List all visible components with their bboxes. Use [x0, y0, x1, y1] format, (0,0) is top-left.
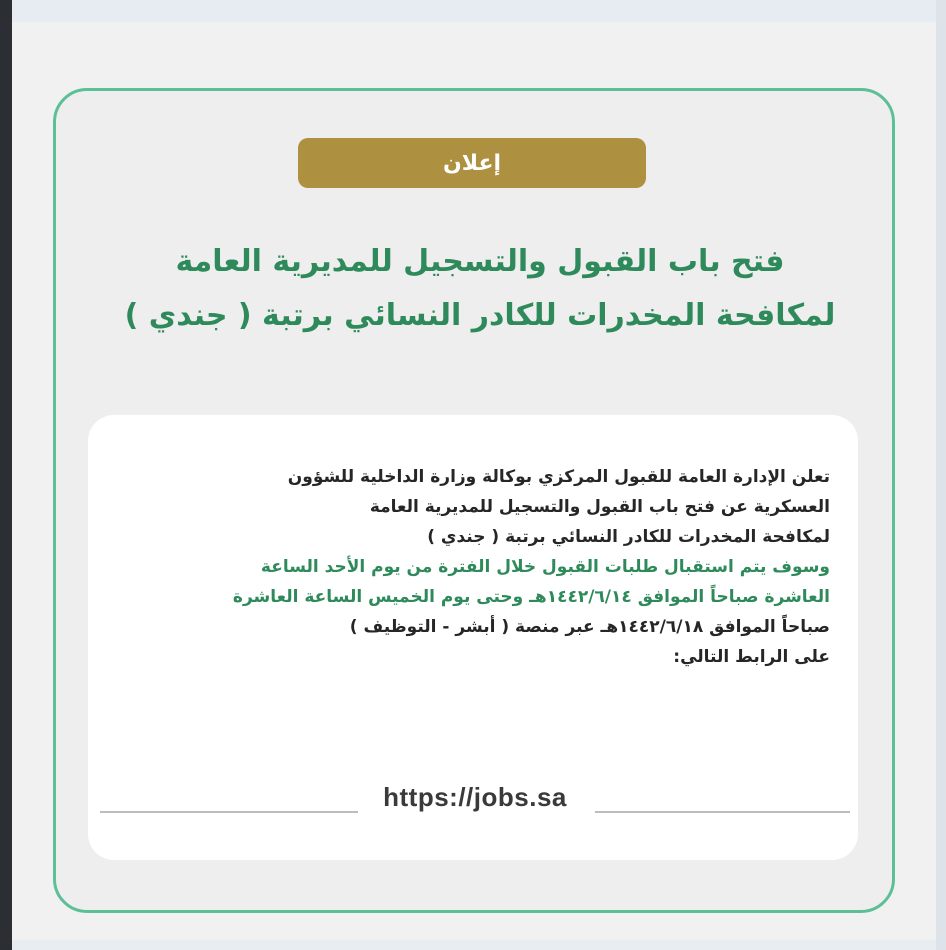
announcement-badge: [298, 138, 646, 188]
announcement-badge-label: إعلان: [442, 150, 502, 176]
left-border: [0, 0, 12, 950]
body-line: العاشرة صباحاً الموافق ١٤٤٢/٦/١٤هـ وحتى يوم الخميس الساعة العاشرة: [232, 587, 830, 607]
right-strip: [936, 0, 946, 950]
body-line: صباحاً الموافق ١٤٤٢/٦/١٨هـ عبر منصة ( أبشر - التوظيف ): [349, 617, 830, 637]
body-line: العسكرية عن فتح باب القبول والتسجيل للمديرية العامة: [369, 497, 830, 517]
headline-line-1: فتح باب القبول والتسجيل للمديرية العامة: [175, 244, 785, 279]
body-line: وسوف يتم استقبال طلبات القبول خلال الفترة من يوم الأحد الساعة: [260, 557, 830, 577]
divider-right: [595, 811, 850, 813]
announcement-body-text: [118, 462, 830, 672]
divider-left: [100, 811, 358, 813]
body-line: تعلن الإدارة العامة للقبول المركزي بوكالة وزارة الداخلية للشؤون: [287, 467, 830, 487]
top-strip: [0, 0, 946, 22]
announcement-headline: [90, 235, 870, 343]
jobs-link[interactable]: https://jobs.sa: [383, 782, 567, 812]
body-line: على الرابط التالي:: [673, 647, 830, 667]
headline-line-2: لمكافحة المخدرات للكادر النسائي برتبة ( جندي ): [124, 298, 836, 333]
link-row: [95, 778, 855, 818]
body-line: لمكافحة المخدرات للكادر النسائي برتبة ( جندي ): [427, 527, 830, 547]
